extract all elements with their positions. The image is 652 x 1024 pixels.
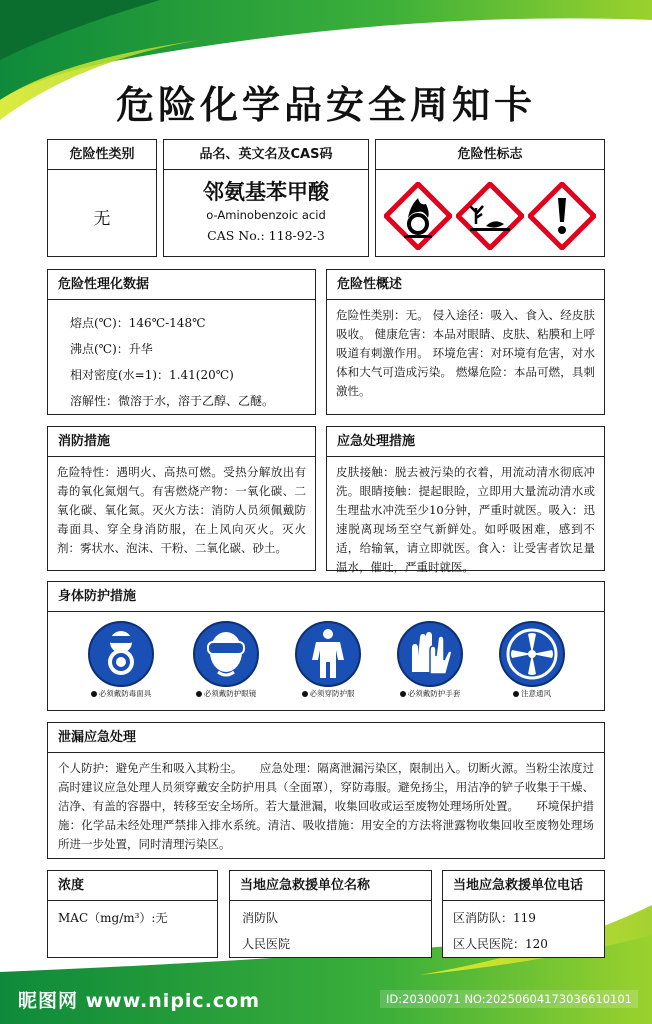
cas-number: CAS No.: 118-92-3 [207,228,325,243]
concentration-box [47,870,218,958]
ppe-label-goggles: 必须戴防护眼镜 [203,689,257,698]
hazard-category-header: 危险性类别 [48,140,156,170]
solubility: 溶解性：微溶于水，溶于乙醇、乙醚。 [70,394,275,408]
hazard-category-box [47,139,157,257]
spill-box [47,722,605,859]
ventilation-fan-icon [498,620,566,688]
hazard-overview-text: 危险性类别：无。 侵入途径：吸入、食入、经皮肤吸收。 健康危害：本品对眼睛、皮肤、粘膜和上呼吸道有刺激作用。 环境危害：对环境有危害，对水体和大气可造成污染。 燃爆危险：本品可燃，具刺激性。 [336,308,595,398]
ppe-item [478,620,586,699]
spill-header: 泄漏应急处理 [48,723,604,753]
exclamation-icon [528,182,596,250]
rescue-phone-fire: 区消防队：119 [453,911,536,925]
hazard-signs-box [375,139,605,257]
emergency-header: 应急处理措施 [327,427,604,457]
melting-point: 熔点(℃)：146℃-148℃ [70,316,206,330]
watermark-logo: 昵图网 www.nipic.com [18,990,261,1012]
gas-mask-icon [87,620,155,688]
page-title: 危险化学品安全周知卡 [115,83,536,127]
boiling-point: 沸点(℃)：升华 [70,342,153,356]
rescue-phones-header: 当地应急救援单位电话 [443,871,604,901]
safety-goggles-icon [192,620,260,688]
chemical-name-en: o-Aminobenzoic acid [206,208,326,222]
ppe-item [376,620,484,699]
ppe-item [67,620,175,699]
identity-header: 品名、英文名及CAS码 [164,140,368,170]
chemical-name-cn: 邻氨基苯甲酸 [203,180,329,204]
spill-text: 个人防护：避免产生和吸入其粉尘。 应急处理：隔离泄漏污染区，限制出入。切断火源。当粉尘浓度过高时建议应急处理人员须穿戴安全防护用具（全面罩），穿防毒服。避免扬尘，用洁净的铲子收集于干燥、洁净、有盖的容器中，转移至安全场所。若大量泄漏，收集回收或运至废物处理场所处置。 环境保护措施：化学品未经处理严禁排入排水系统。清洁、吸收措施：用安全的方法将泄露物收集回收至废物处理场所进一步处置，同时清理污染区。 [58,761,594,851]
rescue-units-header: 当地应急救援单位名称 [230,871,431,901]
emergency-text: 皮肤接触：脱去被污染的衣着，用流动清水彻底冲洗。眼睛接触：提起眼睑，立即用大量流动清水或生理盐水冲洗至少10分钟，严重时就医。吸入：迅速脱离现场至空气新鲜处。如呼吸困难，感到不适，给输氧，请立即就医。食入：让受害者饮足量温水，催吐，严重时就医。 [336,465,595,574]
firefighting-text: 危险特性：遇明火、高热可燃。受热分解放出有毒的氧化氮烟气。有害燃烧产物：一氧化碳、二氧化碳、氧化氮。灭火方法：消防人员须佩戴防毒面具、穿全身消防服，在上风向灭火。灭火剂：雾状水、泡沫、干粉、二氧化碳、砂土。 [57,465,306,555]
physchem-box [47,269,316,415]
watermark-id: ID:20300071 NO:20250604173036610101 [380,990,638,1008]
hazard-overview-box [326,269,605,415]
identity-box [163,139,369,257]
ppe-item [172,620,280,699]
firefighting-box [47,426,316,571]
ppe-label-gas-mask: 必须戴防毒面具 [98,689,152,698]
firefighting-header: 消防措施 [48,427,315,457]
relative-density: 相对密度(水=1)：1.41(20℃) [70,368,234,382]
ppe-box [47,581,605,711]
rescue-unit-hospital: 人民医院 [242,937,291,951]
hazard-category-value: 无 [93,209,111,229]
emergency-box [326,426,605,574]
ppe-header: 身体防护措施 [48,582,604,612]
ppe-label-gloves: 必须戴防护手套 [407,689,461,698]
ppe-item [274,620,382,699]
environment-hazard-icon [456,182,524,250]
rescue-units-box [229,870,432,958]
hazard-signs-header: 危险性标志 [376,140,604,170]
protective-gloves-icon [396,620,464,688]
rescue-unit-fire: 消防队 [242,911,279,925]
rescue-phone-hospital: 区人民医院：120 [453,937,548,951]
ppe-label-suit: 必须穿防护服 [309,689,355,698]
physchem-header: 危险性理化数据 [48,270,315,300]
hazard-overview-header: 危险性概述 [327,270,604,300]
ppe-label-ventilation: 注意通风 [521,689,551,698]
concentration-value: MAC（mg/m³）:无 [58,911,168,925]
concentration-header: 浓度 [48,871,217,901]
protective-suit-icon [294,620,362,688]
oxidizer-icon [384,182,452,250]
rescue-phones-box [442,870,605,958]
